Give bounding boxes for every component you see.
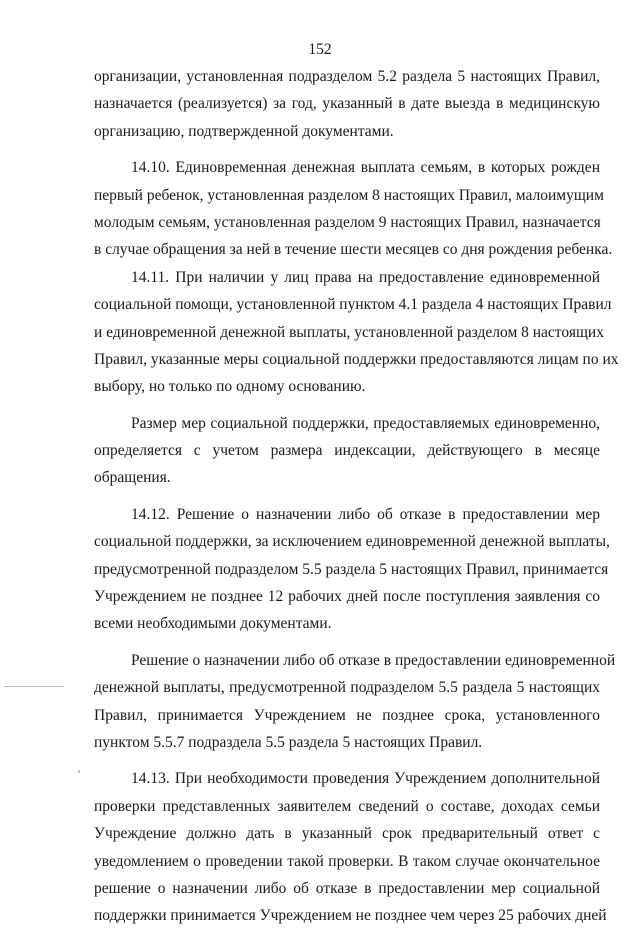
text-line: 14.13. При необходимости проведения Учреждением дополнительной xyxy=(131,770,600,788)
text-line: пунктом 5.5.7 подраздела 5.5 раздела 5 настоящих Правил. xyxy=(94,733,483,751)
paragraph-gap xyxy=(94,756,600,765)
text-line: предусмотренной подразделом 5.5 раздела 5 настоящих Правил, принимается xyxy=(94,560,609,578)
text-line: и единовременной денежной выплаты, установленной разделом 8 настоящих xyxy=(94,323,604,341)
text-line: в случае обращения за ней в течение шести месяцев со дня рождения ребенка. xyxy=(94,241,613,259)
text-line: Правил, принимается Учреждением не позднее срока, установленного xyxy=(94,706,600,724)
text-line: молодым семьям, установленная разделом 9 настоящих Правил, назначается xyxy=(94,213,601,231)
paragraph-gap xyxy=(94,638,600,647)
paragraph-gap xyxy=(94,401,600,410)
text-line: поддержки принимается Учреждением не позднее чем через 25 рабочих дней xyxy=(94,907,607,925)
text-line: уведомлением о проведении такой проверки. В таком случае окончательное xyxy=(94,852,600,870)
text-line: денежной выплаты, предусмотренной подразделом 5.5 раздела 5 настоящих xyxy=(94,679,600,697)
text-line: решение о назначении либо об отказе в предоставлении мер социальной xyxy=(94,879,600,897)
paragraph-gap xyxy=(94,492,600,501)
text-line: 14.12. Решение о назначении либо об отказе в предоставлении мер xyxy=(131,505,600,523)
text-line: социальной помощи, установленной пунктом 4.1 раздела 4 настоящих Правил xyxy=(94,296,612,314)
text-line: социальной поддержки, за исключением единовременной денежной выплаты, xyxy=(94,533,610,551)
text-line: первый ребенок, установленная разделом 8 настоящих Правил, малоимущим xyxy=(94,186,604,204)
document-body xyxy=(94,63,619,930)
text-line: Правил, указанные меры социальной поддержки предоставляются лицам по их xyxy=(94,350,619,368)
text-line: 14.11. При наличии у лиц права на предоставление единовременной xyxy=(131,268,600,286)
text-line: назначается (реализуется) за год, указанный в дате выезда в медицинскую xyxy=(94,95,600,113)
text-line: организацию, подтвержденной документами. xyxy=(94,122,394,140)
text-line: выбору, но только по одному основанию. xyxy=(94,378,366,396)
text-line: проверки представленных заявителем сведений о составе, доходах семьи xyxy=(94,797,600,815)
text-line: организации, установленная подразделом 5.2 раздела 5 настоящих Правил, xyxy=(94,68,600,85)
page-number: 152 xyxy=(308,41,332,58)
text-line: Учреждение должно дать в указанный срок предварительный ответ с xyxy=(94,825,600,843)
text-line: 14.10. Единовременная денежная выплата семьям, в которых рожден xyxy=(131,159,600,177)
text-line: всеми необходимыми документами. xyxy=(94,615,332,633)
scan-artifact xyxy=(4,686,64,687)
text-line: Учреждением не позднее 12 рабочих дней после поступления заявления со xyxy=(94,588,600,606)
text-line: Размер мер социальной поддержки, предоставляемых единовременно, xyxy=(131,414,600,432)
scan-artifact xyxy=(78,770,80,773)
text-line: Решение о назначении либо об отказе в предоставлении единовременной xyxy=(131,651,616,669)
paragraph-gap xyxy=(94,145,600,154)
text-line: определяется с учетом размера индексации, действующего в месяце xyxy=(94,442,600,460)
text-line: обращения. xyxy=(94,469,171,487)
